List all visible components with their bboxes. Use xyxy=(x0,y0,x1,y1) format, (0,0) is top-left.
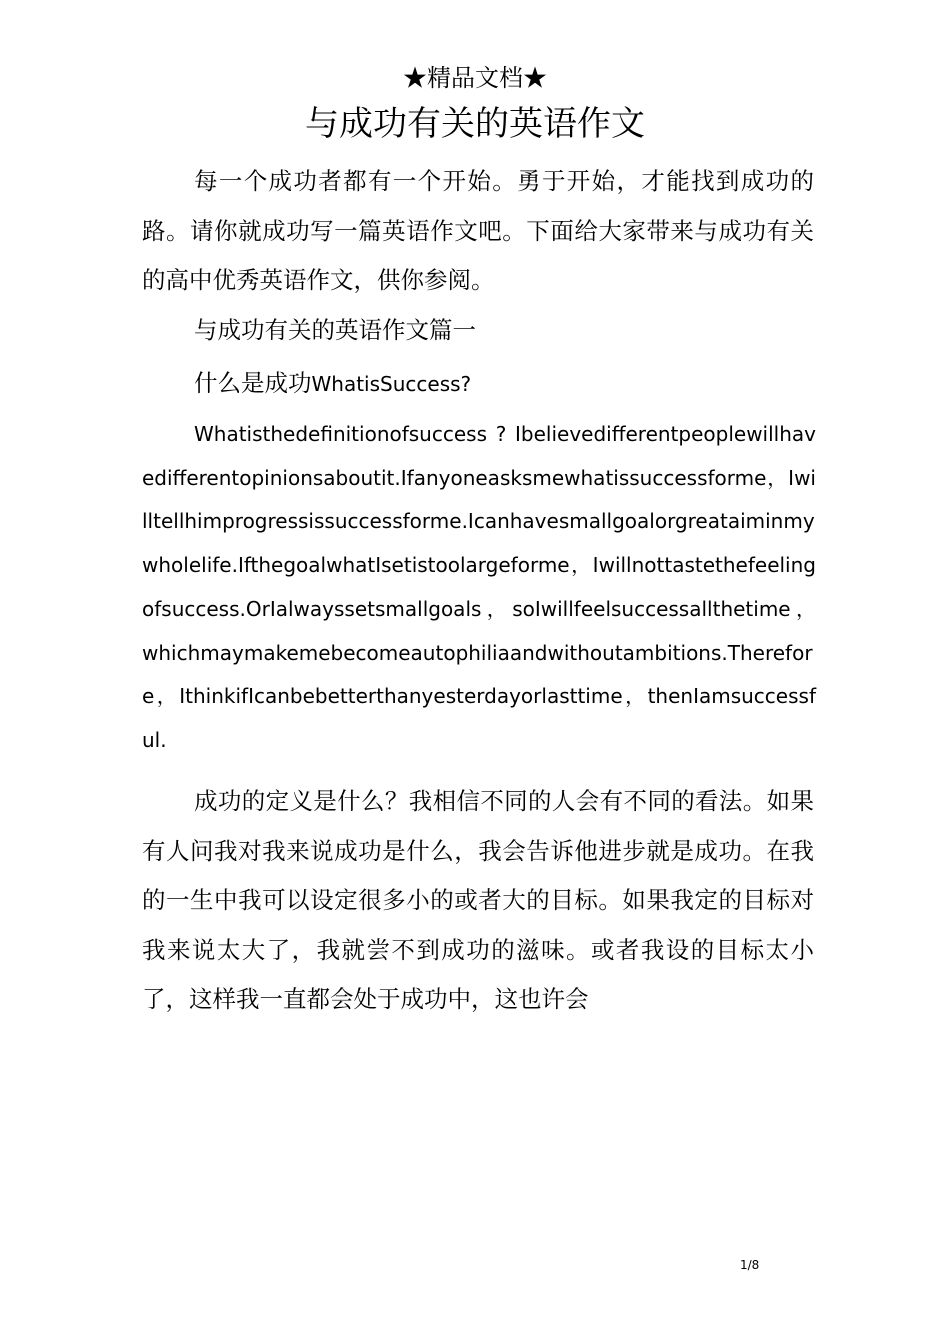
intro-paragraph: 每一个成功者都有一个开始。勇于开始，才能找到成功的路。请你就成功写一篇英语作文吧。下面给大家带来与成功有关的高中优秀英语作文，供你参阅。 xyxy=(142,167,814,294)
section-heading: 与成功有关的英语作文篇一 xyxy=(194,316,476,344)
english-paragraph: Whatisthedefinitionofsuccess ? Ibelievedifferentpeoplewillhavedifferentopinionsaboutit.Ifanyoneasksmewhatissuccessforme，Iwilltellhimprogressissuccessforme.Icanhavesmallgoalorgreataiminmywholelife.IfthegoalwhatIsetistoolargeforme，Iwillnottastethefeelingofsuccess.OrIalwayssetsmallgoals，soIwillfeelsuccessallthetime，whichmaymakemebecomeautophiliaandwithoutambitions.Therefore，IthinkifIcanbebetterthanyesterdayorlasttime，thenIamsuccessful. xyxy=(142,422,816,752)
page-number: 1/8 xyxy=(740,1258,760,1272)
chinese-translation-paragraph: 成功的定义是什么？我相信不同的人会有不同的看法。如果有人问我对我来说成功是什么，我会告诉他进步就是成功。在我的一生中我可以设定很多小的或者大的目标。如果我定的目标对我来说太大了，我就尝不到成功的滋味。或者我设的目标太小了，这样我一直都会处于成功中，这也许会 xyxy=(142,787,814,1013)
essay-title-en: WhatisSuccess? xyxy=(311,372,472,396)
document-title: 与成功有关的英语作文 xyxy=(305,104,645,144)
document-header: ★精品文档★ xyxy=(403,64,547,92)
essay-title-cn: 什么是成功 xyxy=(194,369,312,397)
essay-title xyxy=(194,359,471,410)
